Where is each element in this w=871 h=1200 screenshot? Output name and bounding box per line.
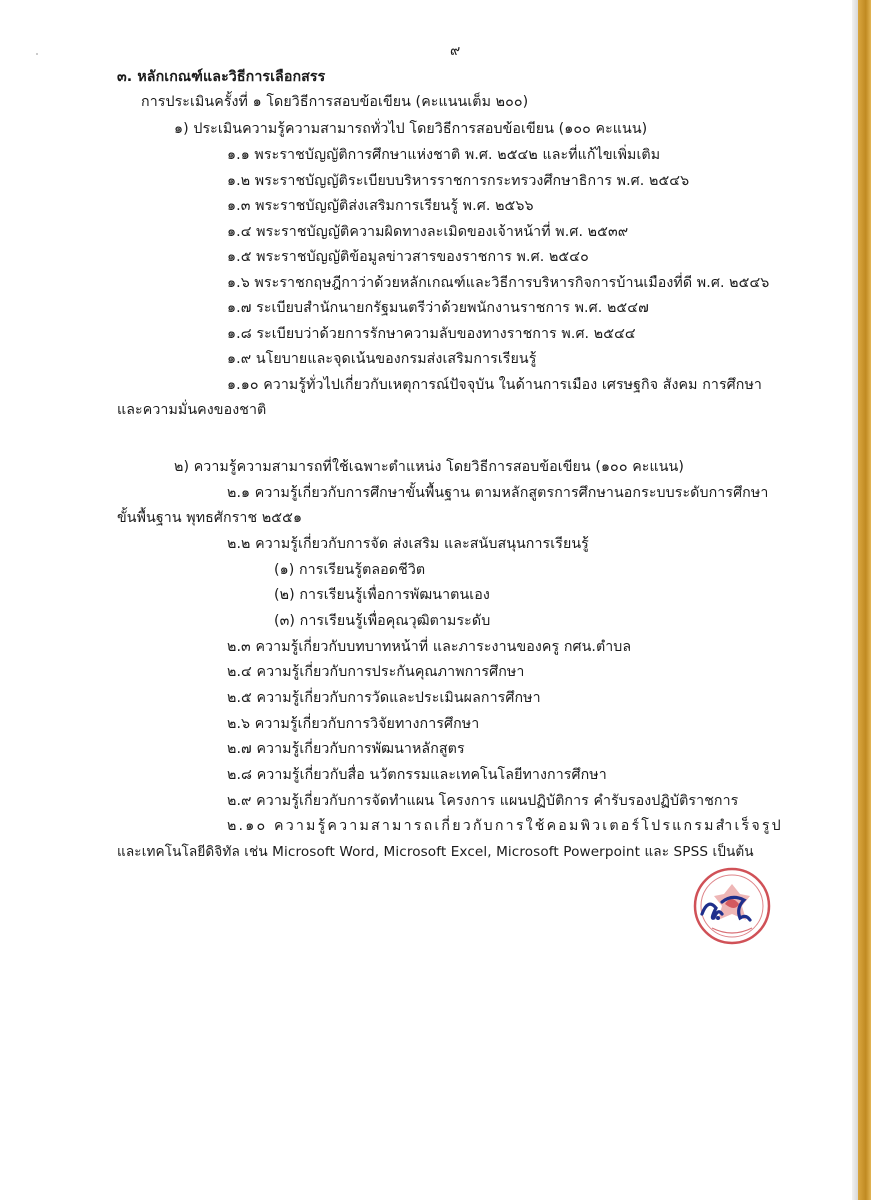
list-item: ๒.๙ ความรู้เกี่ยวกับการจัดทำแผน โครงการ แผนปฏิบัติการ คำรับรองปฏิบัติราชการ [227, 793, 739, 809]
intro-line: การประเมินครั้งที่ ๑ โดยวิธีการสอบข้อเขียน (คะแนนเต็ม ๒๐๐) [141, 94, 529, 110]
part2-heading: ๒) ความรู้ความสามารถที่ใช้เฉพาะตำแหน่ง โดยวิธีการสอบข้อเขียน (๑๐๐ คะแนน) [174, 459, 684, 475]
sub-list-item: (๒) การเรียนรู้เพื่อการพัฒนาตนเอง [274, 587, 490, 603]
list-item: ๑.๒ พระราชบัญญัติระเบียบบริหารราชการกระทรวงศึกษาธิการ พ.ศ. ๒๕๔๖ [227, 173, 690, 189]
list-item: ๑.๗ ระเบียบสำนักนายกรัฐมนตรีว่าด้วยพนักงานราชการ พ.ศ. ๒๕๔๗ [227, 300, 649, 316]
section-title: ๓. หลักเกณฑ์และวิธีการเลือกสรร [117, 69, 326, 85]
list-item: ๒.๕ ความรู้เกี่ยวกับการวัดและประเมินผลการศึกษา [227, 690, 541, 706]
official-seal-stamp [692, 866, 772, 946]
list-item: ๑.๑ พระราชบัญญัติการศึกษาแห่งชาติ พ.ศ. ๒๕๔๒ และที่แก้ไขเพิ่มเติม [227, 147, 661, 163]
list-item-continuation: ขั้นพื้นฐาน พุทธศักราช ๒๕๕๑ [117, 510, 303, 526]
list-item: ๑.๙ นโยบายและจุดเน้นของกรมส่งเสริมการเรียนรู้ [227, 351, 537, 367]
list-item: ๑.๘ ระเบียบว่าด้วยการรักษาความลับของทางราชการ พ.ศ. ๒๕๔๔ [227, 326, 636, 342]
list-item: ๒.๗ ความรู้เกี่ยวกับการพัฒนาหลักสูตร [227, 741, 465, 757]
list-item: ๒.๖ ความรู้เกี่ยวกับการวิจัยทางการศึกษา [227, 716, 480, 732]
list-item: ๒.๒ ความรู้เกี่ยวกับการจัด ส่งเสริม และสนับสนุนการเรียนรู้ [227, 536, 589, 552]
page-number: ๙ [450, 43, 461, 59]
list-item-continuation: และเทคโนโลยีดิจิทัล เช่น Microsoft Word, Microsoft Excel, Microsoft Powerpoint และ SPSS เป็นต้น [117, 844, 754, 860]
list-item: ๒.๓ ความรู้เกี่ยวกับบทบาทหน้าที่ และภาระงานของครู กศน.ตำบล [227, 639, 632, 655]
list-item: ๑.๑๐ ความรู้ทั่วไปเกี่ยวกับเหตุการณ์ปัจจุบัน ในด้านการเมือง เศรษฐกิจ สังคม การศึกษา [227, 377, 763, 393]
list-item: ๑.๔ พระราชบัญญัติความผิดทางละเมิดของเจ้าหน้าที่ พ.ศ. ๒๕๓๙ [227, 224, 629, 240]
list-item-continuation: และความมั่นคงของชาติ [117, 402, 267, 418]
sub-list-item: (๓) การเรียนรู้เพื่อคุณวุฒิตามระดับ [274, 613, 491, 629]
list-item: ๒.๔ ความรู้เกี่ยวกับการประกันคุณภาพการศึกษา [227, 664, 525, 680]
list-item: ๑.๖ พระราชกฤษฎีกาว่าด้วยหลักเกณฑ์และวิธีการบริหารกิจการบ้านเมืองที่ดี พ.ศ. ๒๕๔๖ [227, 275, 770, 291]
part1-heading: ๑) ประเมินความรู้ความสามารถทั่วไป โดยวิธีการสอบข้อเขียน (๑๐๐ คะแนน) [174, 121, 648, 137]
sub-list-item: (๑) การเรียนรู้ตลอดชีวิต [274, 562, 426, 578]
list-item: ๑.๓ พระราชบัญญัติส่งเสริมการเรียนรู้ พ.ศ. ๒๕๖๖ [227, 198, 534, 214]
scan-speck [36, 53, 38, 55]
list-item: ๒.๘ ความรู้เกี่ยวกับสื่อ นวัตกรรมและเทคโนโลยีทางการศึกษา [227, 767, 607, 783]
binder-edge [858, 0, 871, 1200]
list-item: ๑.๕ พระราชบัญญัติข้อมูลข่าวสารของราชการ พ.ศ. ๒๕๔๐ [227, 249, 589, 265]
list-item: ๒.๑๐ ความรู้ความสามารถเกี่ยวกับการใช้คอมพิวเตอร์โปรแกรมสำเร็จรูป [227, 818, 783, 834]
list-item: ๒.๑ ความรู้เกี่ยวกับการศึกษาขั้นพื้นฐาน ตามหลักสูตรการศึกษานอกระบบระดับการศึกษา [227, 485, 769, 501]
